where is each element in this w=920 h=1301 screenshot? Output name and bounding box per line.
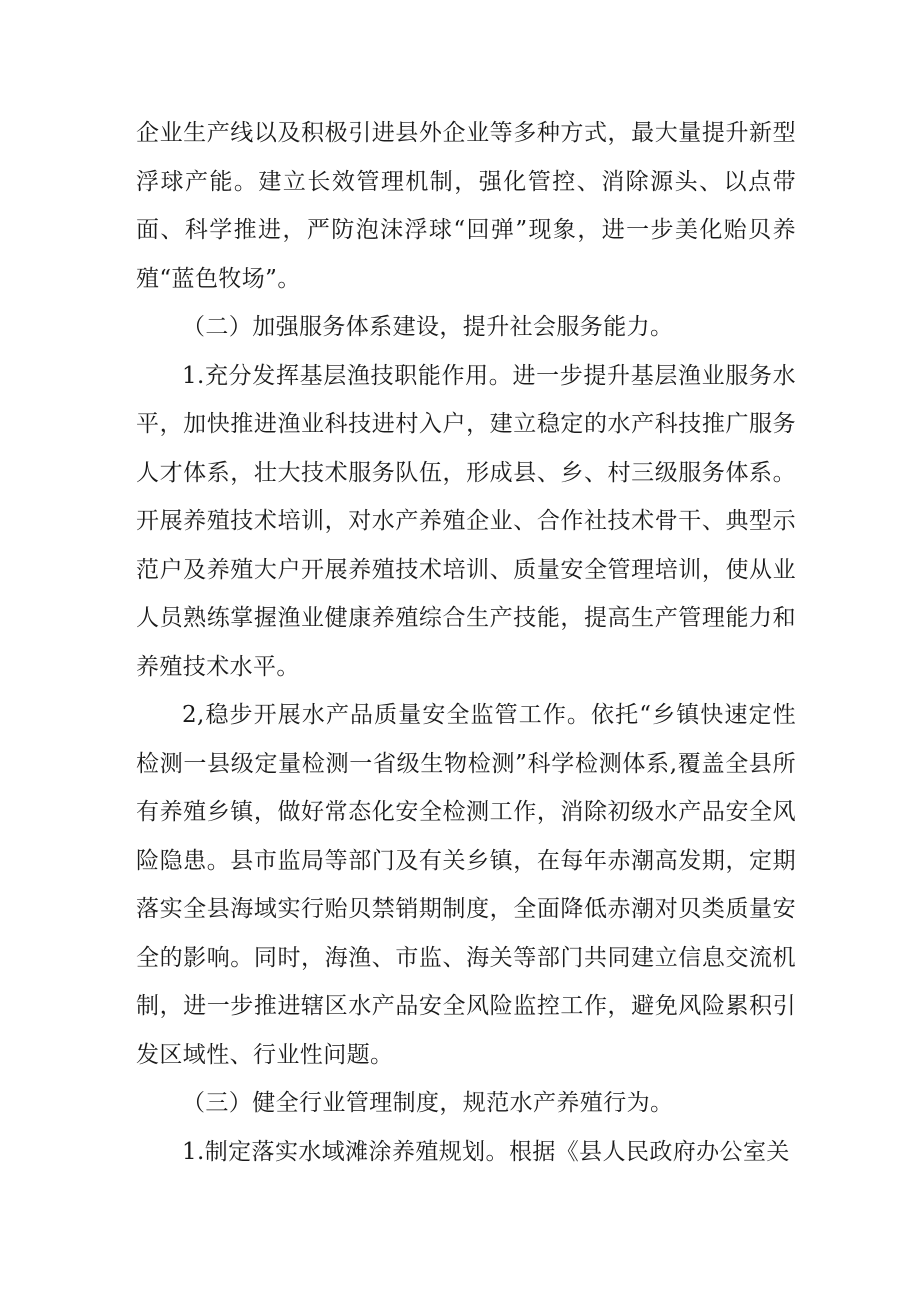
section-heading-3: （三）健全行业管理制度，规范水产养殖行为。 [182, 1090, 674, 1116]
paragraph-item-2: 2,稳步开展水产品质量安全监管工作。依托“乡镇快速定性检测一县级定量检测一省级生物检测”科学检测体系,覆盖全县所有养殖乡镇，做好常态化安全检测工作，消除初级水产品安全风险隐患。县市监局等部门及有关乡镇，在每年赤潮高发期，定期落实全县海域实行贻贝禁销期制度，全面降低赤潮对贝类质量安全的影响。同时，海渔、市监、海关等部门共同建立信息交流机制，进一步推进辖区水产品安全风险监控工作，避免风险累积引发区域性、行业性问题。 [136, 702, 796, 1068]
paragraph-continued: 企业生产线以及积极引进县外企业等多种方式，最大量提升新型浮球产能。建立长效管理机制，强化管控、消除源头、以点带面、科学推进，严防泡沫浮球“回弹”现象，进一步美化贻贝养殖“蓝色牧场”。 [136, 120, 796, 292]
section-heading-2: （二）加强服务体系建设，提升社会服务能力。 [182, 314, 674, 340]
document-page [136, 109, 796, 1176]
paragraph-item-3: 1.制定落实水域滩涂养殖规划。根据《县人民政府办公室关 [182, 1138, 790, 1165]
paragraph-item-1: 1.充分发挥基层渔技职能作用。进一步提升基层渔业服务水平，加快推进渔业科技进村入户，建立稳定的水产科技推广服务人才体系，壮大技术服务队伍，形成县、乡、村三级服务体系。开展养殖技术培训，对水产养殖企业、合作社技术骨干、典型示范户及养殖大户开展养殖技术培训、质量安全管理培训，使从业人员熟练掌握渔业健康养殖综合生产技能，提高生产管理能力和养殖技术水平。 [136, 362, 796, 680]
